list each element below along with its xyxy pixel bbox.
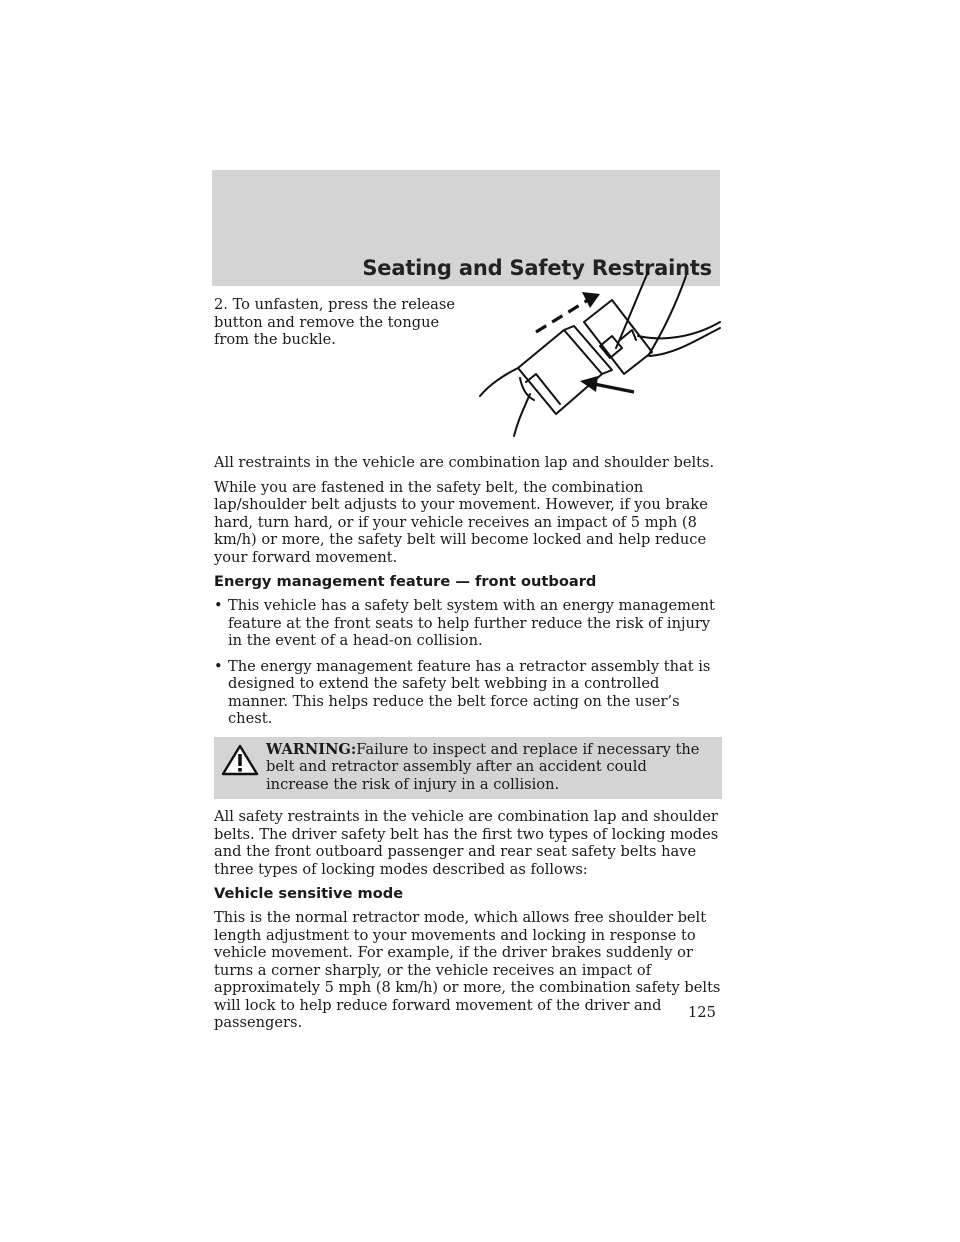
section-title: Seating and Safety Restraints: [362, 256, 712, 280]
header-band: [212, 170, 720, 286]
heading-vehicle-sensitive-mode: Vehicle sensitive mode: [214, 885, 404, 902]
energy-management-list: [214, 597, 722, 728]
page-content: [214, 296, 722, 1032]
paragraph-restraints: All restraints in the vehicle are combination lap and shoulder belts.: [214, 454, 715, 471]
paragraph-vehicle-sensitive: This is the normal retractor mode, which allows free shoulder belt length adjustment to your movements and locking in response to vehicle movement. For example, if the driver brakes suddenly or turns a corner sharply, or the vehicle receives an impact of approximately 5 mph (8 km/h) or more, the combination safety belts will lock to help reduce forward movement of the driver and passengers.: [214, 909, 721, 1031]
step-2-block: [214, 296, 722, 454]
list-item: • The energy management feature has a retractor assembly that is designed to extend the safety belt webbing in a controlled manner. This helps reduce the belt force acting on the user’s chest.: [214, 658, 722, 728]
seat-belt-buckle-release-illustration: [476, 270, 722, 442]
warning-box: [214, 737, 722, 800]
warning-label: WARNING:: [266, 740, 357, 758]
warning-triangle-icon: [220, 743, 260, 777]
list-item: • This vehicle has a safety belt system with an energy management feature at the front seats to help further reduce the risk of injury in the event of a head-on collision.: [214, 597, 722, 650]
warning-text-block: [220, 741, 704, 794]
step-2-text: 2. To unfasten, press the release button and remove the tongue from the buckle.: [214, 296, 456, 348]
heading-energy-management: Energy management feature — front outboard: [214, 573, 597, 590]
paragraph-belt-lock: While you are fastened in the safety belt, the combination lap/shoulder belt adjusts to your movement. However, if you brake hard, turn hard, or if your vehicle receives an impact of 5 mph (8 km/h) or more, the safety belt will become locked and help reduce your forward movement.: [214, 478, 708, 566]
paragraph-locking-modes: All safety restraints in the vehicle are combination lap and shoulder belts. The driver safety belt has the first two types of locking modes and the front outboard passenger and rear seat safety belts have three types of locking modes described as follows:: [214, 808, 719, 878]
warning-text: Failure to inspect and replace if necessary the belt and retractor assembly after an accident could increase the risk of injury in a collision.: [266, 740, 700, 793]
page-number: 125: [688, 1004, 716, 1021]
